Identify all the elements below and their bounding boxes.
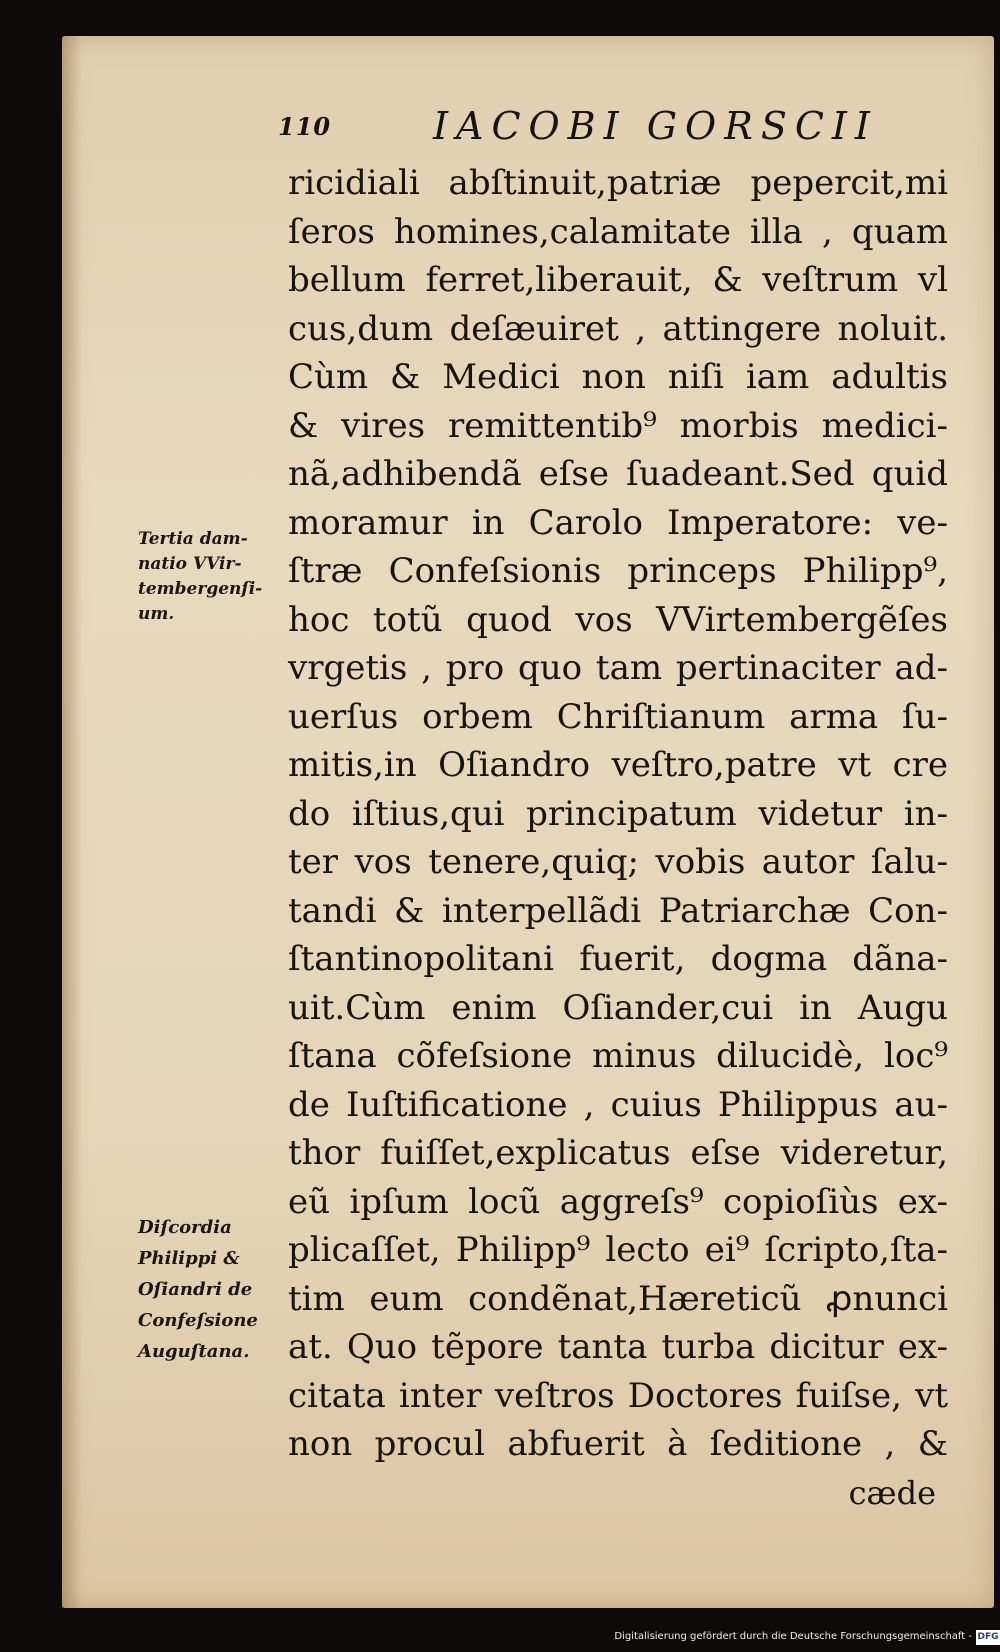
text-line: citata inter veſtros Doctores fuiſse, vt — [288, 1375, 948, 1416]
text-line: ſeros homines,calamitate illa , quam — [288, 211, 948, 252]
marginal-note-line: natio VVir- — [138, 554, 242, 574]
marginal-note-line: um. — [138, 604, 175, 624]
text-line: ſtantinopolitani fuerit, dogma dãna- — [288, 939, 948, 979]
text-line: uit.Cùm enim Oſiander,cui in Augu — [288, 987, 948, 1028]
marginal-note-line: Philippi & — [138, 1248, 240, 1269]
text-line: plicaſſet, Philipp⁹ lecto ei⁹ ſcripto,ſta- — [288, 1230, 948, 1270]
text-line: de Iuſtificatione , cuius Philippus au- — [288, 1084, 948, 1125]
text-line: vrgetis , pro quo tam pertinaciter ad- — [288, 648, 948, 688]
digitization-credit: Digitalisierung gefördert durch die Deutsche Forschungsgemeinschaft - — [614, 1631, 972, 1642]
text-line: non procul abfuerit à ſeditione , & — [288, 1424, 948, 1464]
marginal-note-line: Diſcordia — [138, 1217, 232, 1238]
text-line: bellum ferret,liberauit, & veſtrum vl — [288, 260, 948, 300]
text-line: mitis,in Oſiandro veſtro,patre vt cre — [288, 745, 948, 785]
running-head: IACOBI GORSCII — [433, 104, 878, 148]
marginal-note-tertia-damnatio — [138, 527, 276, 627]
text-line: ricidiali abſtinuit,patriæ pepercit,mi — [288, 163, 948, 203]
body-text — [288, 159, 948, 1517]
marginal-note-line: Tertia dam- — [138, 529, 248, 549]
marginal-note-line: Confeſsione — [138, 1310, 258, 1331]
dfg-logo-icon: DFG — [976, 1630, 1000, 1645]
page-header — [278, 104, 878, 152]
text-line: at. Quo tẽpore tanta turba dicitur ex- — [288, 1327, 948, 1367]
text-line: tandi & interpellãdi Patriarchæ Con- — [288, 890, 948, 931]
marginal-note-line: Oſiandri de — [138, 1279, 253, 1300]
text-line: ter vos tenere,quiq; vobis autor ſalu- — [288, 842, 948, 882]
text-line: do iſtius,qui principatum videtur in- — [288, 793, 948, 834]
marginal-note-discordia — [138, 1212, 276, 1367]
text-line: uerſus orbem Chriſtianum arma ſu- — [288, 696, 948, 737]
text-line: ſtræ Confeſsionis princeps Philipp⁹, — [288, 551, 948, 591]
text-line: thor fuiſſet,explicatus eſse videretur, — [288, 1133, 948, 1173]
text-line: ſtana cõfeſsione minus dilucidè, loc⁹ — [288, 1036, 948, 1076]
text-line: hoc totũ quod vos VVirtembergẽſes — [288, 599, 948, 640]
text-line: eũ ipſum locũ aggreſs⁹ copioſiùs ex- — [288, 1181, 948, 1222]
catchword: cæde — [848, 1473, 936, 1512]
page-number: 110 — [278, 112, 332, 141]
marginal-note-line: Auguſtana. — [138, 1341, 250, 1362]
marginal-note-line: tembergenſi- — [138, 579, 263, 599]
text-line: tim eum condẽnat,Hæreticũ ꝓnunci — [288, 1278, 948, 1319]
text-line: & vires remittentib⁹ morbis medici- — [288, 405, 948, 446]
text-line: nã,adhibendã eſse ſuadeant.Sed quid — [288, 454, 948, 494]
text-line: Cùm & Medici non niſi iam adultis — [288, 357, 948, 397]
text-line: moramur in Carolo Imperatore: ve- — [288, 502, 948, 543]
text-line: cus,dum deſæuiret , attingere noluit. — [288, 308, 948, 349]
